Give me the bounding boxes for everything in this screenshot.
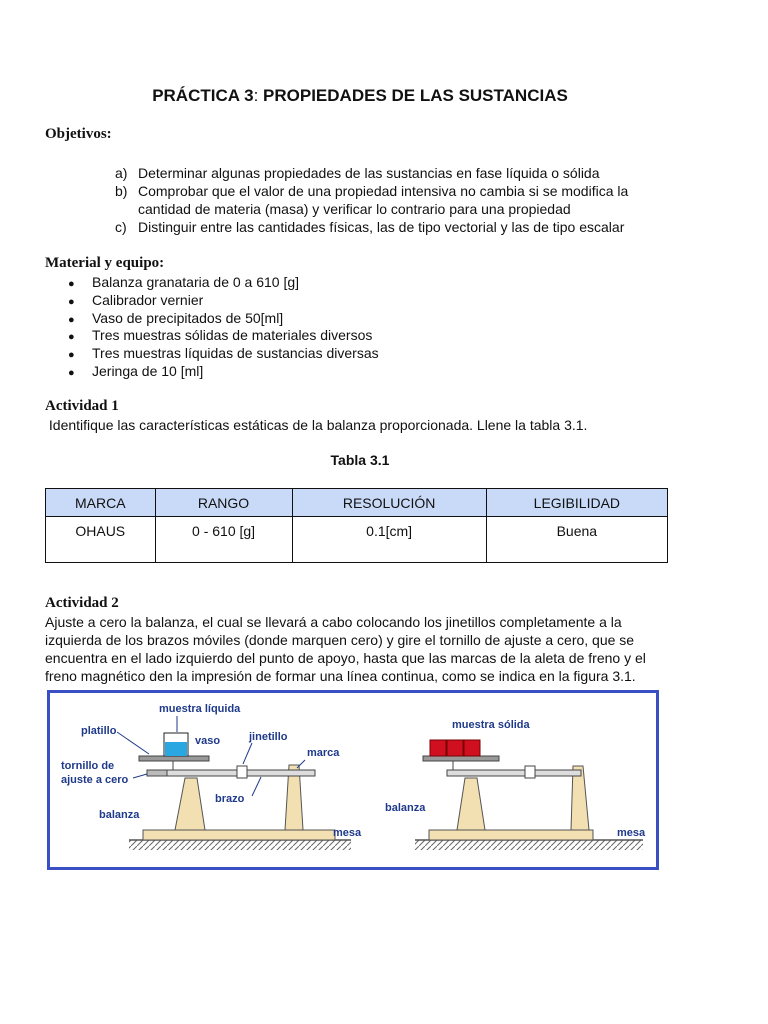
title-separator: : bbox=[253, 86, 264, 105]
table-row bbox=[46, 517, 668, 563]
list-item-text: Tres muestras sólidas de materiales diversos bbox=[92, 327, 373, 343]
table-cell: 0.1[cm] bbox=[292, 517, 486, 563]
solid-sample bbox=[447, 740, 463, 756]
solid-sample bbox=[464, 740, 480, 756]
actividad2-line: Ajuste a cero la balanza, el cual se llevará a cabo colocando los jinetillos completamente a la bbox=[45, 614, 622, 630]
balance-pan bbox=[139, 756, 209, 761]
table-surface-hatch bbox=[129, 840, 351, 850]
actividad1-heading: Actividad 1 bbox=[45, 398, 119, 414]
label-mesa-left: mesa bbox=[333, 827, 362, 839]
list-item: ● Tres muestras líquidas de sustancias diversas bbox=[68, 345, 379, 361]
table-cell: 0 - 610 [g] bbox=[155, 517, 292, 563]
list-item-text: Jeringa de 10 [ml] bbox=[92, 363, 204, 379]
objetivo-text: Determinar algunas propiedades de las sustancias en fase líquida o sólida bbox=[138, 165, 600, 181]
column-header: MARCA bbox=[46, 489, 156, 517]
list-item: ● Vaso de precipitados de 50[ml] bbox=[68, 310, 284, 326]
column-header: RANGO bbox=[155, 489, 292, 517]
balance-pan bbox=[423, 756, 499, 761]
actividad2-line: izquierda de los brazos móviles (donde marquen cero) y gire el tornillo de ajuste a cero, que se bbox=[45, 632, 635, 648]
liquid-sample bbox=[165, 742, 187, 756]
list-item-text: Balanza granataria de 0 a 610 [g] bbox=[92, 274, 300, 290]
label-brazo: brazo bbox=[215, 793, 245, 805]
label-balanza-right: balanza bbox=[385, 802, 426, 814]
label-vaso: vaso bbox=[195, 735, 221, 747]
objetivo-item-b bbox=[115, 182, 628, 200]
objetivo-text: Comprobar que el valor de una propiedad intensiva no cambia si se modifica la bbox=[138, 183, 629, 199]
objetivo-item-a bbox=[115, 164, 600, 182]
list-item: ● Calibrador vernier bbox=[68, 292, 204, 308]
list-item: ● Jeringa de 10 [ml] bbox=[68, 363, 204, 379]
list-item-text: Calibrador vernier bbox=[92, 292, 204, 308]
title-part1: PRÁCTICA 3 bbox=[152, 86, 254, 105]
label-tornillo-1: tornillo de bbox=[61, 760, 115, 772]
column-header: LEGIBILIDAD bbox=[486, 489, 667, 517]
label-muestra-solida: muestra sólida bbox=[452, 719, 530, 731]
page-title bbox=[0, 86, 720, 106]
zero-adjust-screw bbox=[147, 770, 167, 776]
balance-figure bbox=[47, 690, 659, 870]
table-cell: OHAUS bbox=[46, 517, 156, 563]
title-part2: PROPIEDADES DE LAS SUSTANCIAS bbox=[263, 86, 568, 105]
actividad1-text: Identifique las características estáticas de la balanza proporcionada. Llene la tabla 3.1. bbox=[45, 417, 588, 433]
objetivo-text: Distinguir entre las cantidades físicas, las de tipo vectorial y las de tipo escalar bbox=[138, 219, 625, 235]
label-marca: marca bbox=[307, 747, 340, 759]
list-item-text: Tres muestras líquidas de sustancias diversas bbox=[92, 345, 379, 361]
actividad2-line: freno magnético den la impresión de formar una línea continua, como se indica en la figura 3.1. bbox=[45, 668, 636, 684]
objetivo-item-c bbox=[115, 218, 624, 236]
list-item: ● Balanza granataria de 0 a 610 [g] bbox=[68, 274, 300, 290]
list-item: ● Tres muestras sólidas de materiales diversos bbox=[68, 327, 373, 343]
list-marker: b) bbox=[115, 183, 128, 199]
rider-weight bbox=[237, 766, 247, 778]
table-surface-hatch bbox=[415, 840, 643, 850]
label-tornillo-2: ajuste a cero bbox=[61, 774, 129, 786]
label-mesa-right: mesa bbox=[617, 827, 646, 839]
list-marker: c) bbox=[115, 219, 127, 235]
objetivos-heading: Objetivos: bbox=[45, 126, 112, 142]
label-platillo: platillo bbox=[81, 725, 117, 737]
label-balanza-left: balanza bbox=[99, 809, 140, 821]
table-cell: Buena bbox=[486, 517, 667, 563]
objetivo-item-b-cont: cantidad de materia (masa) y verificar lo contrario para una propiedad bbox=[138, 201, 571, 217]
table-caption: Tabla 3.1 bbox=[330, 452, 390, 468]
actividad2-heading: Actividad 2 bbox=[45, 595, 119, 611]
column-header: RESOLUCIÓN bbox=[292, 489, 486, 517]
table-header-row bbox=[46, 489, 668, 517]
list-item-text: Vaso de precipitados de 50[ml] bbox=[92, 310, 284, 326]
balance-base bbox=[143, 830, 335, 840]
balance-beam bbox=[447, 770, 581, 776]
list-marker: a) bbox=[115, 165, 128, 181]
label-muestra-liquida: muestra líquida bbox=[159, 703, 241, 715]
data-table bbox=[45, 488, 668, 563]
rider-weight bbox=[525, 766, 535, 778]
actividad2-line: encuentra en el lado izquierdo del punto de apoyo, hasta que las marcas de la aleta de freno y el bbox=[45, 650, 646, 666]
label-jinetillo: jinetillo bbox=[249, 731, 288, 743]
balance-base bbox=[429, 830, 593, 840]
material-heading: Material y equipo: bbox=[45, 255, 165, 271]
solid-sample bbox=[430, 740, 446, 756]
